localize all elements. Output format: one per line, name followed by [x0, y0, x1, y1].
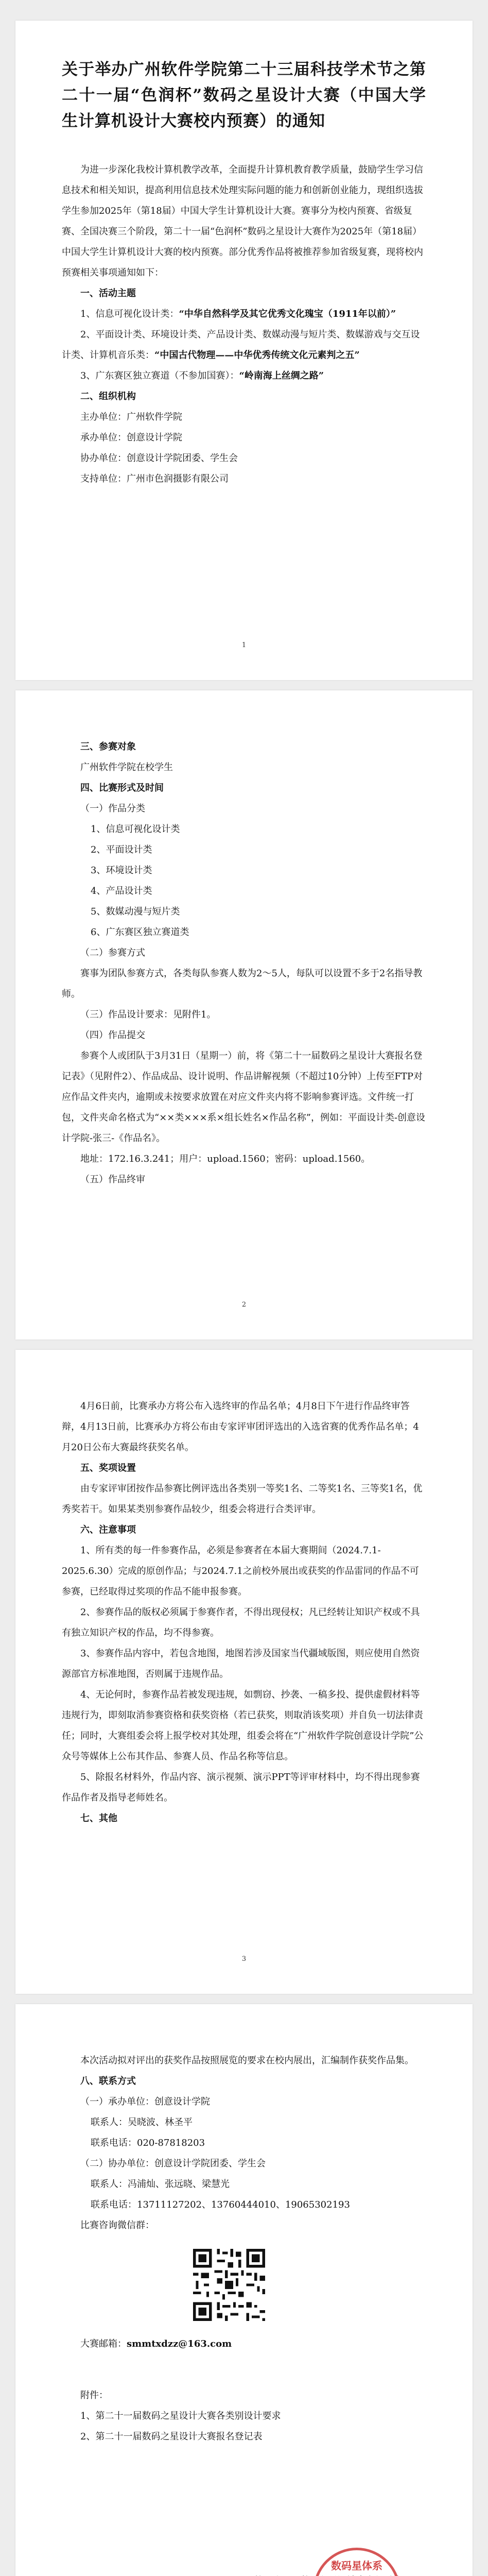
theme-2	[62, 325, 426, 366]
org-co-organizer: 协办单位：创意设计学院团委、学生会	[80, 453, 238, 464]
contact-co-organizer-phone: 联系电话：13711127202、13760444010、19065302193	[91, 2199, 350, 2210]
section-heading-notes: 六、注意事项	[80, 1524, 136, 1535]
awards-text: 由专家评审团按作品参赛比例评选出各类别一等奖1名、二等奖1名、三等奖1名，优秀奖若干。如果某类别参赛作品较少，组委会将进行合类评审。	[62, 1483, 423, 1515]
email-label: 大赛邮箱：	[80, 2338, 127, 2349]
theme-1-label: 1、信息可视化设计类：	[80, 309, 179, 319]
signature-org	[231, 2571, 426, 2576]
other-text: 本次活动拟对评出的获奖作品按照展览的要求在校内展出，汇编制作获奖作品集。	[80, 2055, 414, 2066]
theme-3-value: “岭南海上丝绸之路”	[239, 370, 324, 381]
section-heading-theme: 一、活动主题	[80, 288, 136, 299]
mode-text: 赛事为团队参赛方式，各类每队参赛人数为2～5人，每队可以设置不多于2名指导教师。	[62, 968, 423, 999]
sub-heading-requirements: （三）作品设计要求：见附件1。	[80, 1009, 216, 1020]
review-schedule: 4月6日前，比赛承办方将公布入选终审的作品名单；4月8日下午进行作品终审答辩，4月13日前，比赛承办方将公布由专家评审团评选出的入选省赛的优秀作品名单；4月20日公布大赛最终获奖名单。	[62, 1401, 419, 1453]
category-item: 2、平面设计类	[91, 844, 152, 855]
org-host: 主办单位：广州软件学院	[80, 412, 182, 422]
wechat-group-qr[interactable]	[190, 2246, 268, 2324]
section-heading-org: 二、组织机构	[80, 391, 136, 402]
section-heading-format: 四、比赛形式及时间	[80, 783, 164, 793]
ftp-info: 地址：172.16.3.241；用户：upload.1560；密码：upload.1560。	[80, 1154, 371, 1164]
sub-heading-final-review: （五）作品终审	[80, 1174, 145, 1185]
page-2	[15, 690, 473, 1340]
page-number: 2	[241, 1301, 247, 1309]
sub-heading-mode: （二）参赛方式	[80, 947, 145, 958]
attachment-item: 1、第二十一届数码之星设计大赛各类别设计要求	[80, 2411, 281, 2421]
sub-heading-categories: （一）作品分类	[80, 803, 145, 814]
page-number: 3	[241, 1955, 247, 1963]
section-heading-awards: 五、奖项设置	[80, 1463, 136, 1473]
theme-2-value: “中国古代物理——中华优秀传统文化元素判之五”	[154, 350, 360, 361]
category-item: 6、广东赛区独立赛道类	[91, 927, 189, 938]
attachment-item: 2、第二十一届数码之星设计大赛报名登记表	[80, 2431, 263, 2442]
note-item: 1、所有类的每一件参赛作品，必须是参赛者在本届大赛期间（2024.7.1-2025.6.30）完成的原创作品；与2024.7.1之前校外展出或获奖的作品雷同的作品不可参赛，已经取得过奖项的作品不能申报参赛。	[62, 1545, 419, 1597]
category-item: 5、数媒动漫与短片类	[91, 906, 180, 917]
note-item: 4、无论何时，参赛作品若被发现违规，如剽窃、抄袭、一稿多投、提供虚假材料等违规行为，即刻取消参赛资格和获奖资格（若已获奖，则取消该奖项）并自负一切法律责任；同时，大赛组委会将上报学校对其处理，组委会将在“广州软件学院创意设计学院”公众号等媒体上公布其作品、参赛人员、作品名称等信息。	[62, 1689, 424, 1762]
email-link[interactable]: smmtxdzz@163.com	[127, 2338, 232, 2349]
section-heading-other: 七、其他	[80, 1813, 117, 1824]
attachments-label: 附件：	[80, 2390, 108, 2401]
note-item: 2、参赛作品的版权必须属于参赛作者，不得出现侵权；凡已经转让知识产权或不具有独立知识产权的作品，均不得参赛。	[62, 1607, 420, 1638]
page-1	[15, 21, 473, 680]
page-4	[15, 2004, 473, 2576]
page-number: 1	[241, 641, 247, 649]
section-heading-target: 三、参赛对象	[80, 741, 136, 752]
contact-organizer: （一）承办单位：创意设计学院	[80, 2096, 210, 2107]
theme-3-label: 3、广东赛区独立赛道（不参加国赛）：	[80, 370, 239, 381]
signature-block	[231, 2571, 426, 2576]
page-3	[15, 1350, 473, 1994]
contact-organizer-phone: 联系电话：020-87818203	[91, 2138, 205, 2148]
email-line	[62, 2334, 426, 2354]
document-title: 关于举办广州软件学院第二十三届科技学术节之第二十一届“色润杯”数码之星设计大赛（中国大学生计算机设计大赛校内预赛）的通知	[62, 60, 426, 130]
qr-caption: 比赛咨询微信群：	[80, 2220, 154, 2231]
theme-2-label: 2、平面设计类、环境设计类、产品设计类、数媒动漫与短片类、数媒游戏与交互设计类、计算机音乐类：	[62, 329, 420, 361]
category-item: 3、环境设计类	[91, 865, 152, 876]
category-item: 4、产品设计类	[91, 886, 152, 896]
contact-organizer-people: 联系人：吴晓波、林圣平	[91, 2117, 193, 2128]
contact-co-organizer: （二）协办单位：创意设计学院团委、学生会	[80, 2158, 266, 2169]
org-supporter: 支持单位：广州市色润摄影有限公司	[80, 473, 229, 484]
theme-1	[62, 304, 426, 325]
contact-co-organizer-people: 联系人：冯浦灿、张远晓、梁慧光	[91, 2179, 230, 2190]
theme-3	[62, 366, 426, 386]
org-organizer: 承办单位：创意设计学院	[80, 432, 182, 443]
theme-1-value: “中华自然科学及其它优秀文化瑰宝（1911年以前）”	[179, 309, 396, 319]
seal-text: 数码星体系	[331, 2560, 382, 2572]
target-text: 广州软件学院在校学生	[80, 762, 173, 773]
submission-text: 参赛个人或团队于3月31日（星期一）前，将《第二十一届数码之星设计大赛报名登记表》（见附件2）、作品成品、设计说明、作品讲解视频（不超过10分钟）上传至FTP对应作品文件夹内，逾期或未按要求放置在对应文件夹内将不影响参赛评选。文件统一打包，文件夹命名格式为“××类×××系×组长姓名×作品名称”，例如：平面设计类-创意设计学院-张三-《作品名》。	[62, 1050, 426, 1144]
intro-paragraph: 为进一步深化我校计算机教学改革，全面提升计算机教育教学质量，鼓励学生学习信息技术和相关知识，提高利用信息技术处理实际问题的能力和创新创业能力，现组织选拔学生参加2025年（第18届）中国大学生计算机设计大赛。赛事分为校内预赛、省级复赛、全国决赛三个阶段，第二十一届“色润杯”数码之星设计大赛作为2025年（第18届）中国大学生计算机设计大赛的校内预赛。部分优秀作品将被推荐参加省级复赛，现将校内预赛相关事项通知如下：	[62, 164, 423, 278]
category-item: 1、信息可视化设计类	[91, 824, 180, 835]
qr-code-icon	[190, 2246, 268, 2324]
note-item: 5、除报名材料外，作品内容、演示视频、演示PPT等评审材料中，均不得出现参赛作品作者及指导老师姓名。	[62, 1772, 420, 1803]
note-item: 3、参赛作品内容中，若包含地图，地图若涉及国家当代疆域版图，则应使用自然资源部官方标准地图，否则属于违规作品。	[62, 1648, 420, 1680]
section-heading-contact: 八、联系方式	[80, 2076, 136, 2087]
sub-heading-submission: （四）作品提交	[80, 1030, 145, 1041]
